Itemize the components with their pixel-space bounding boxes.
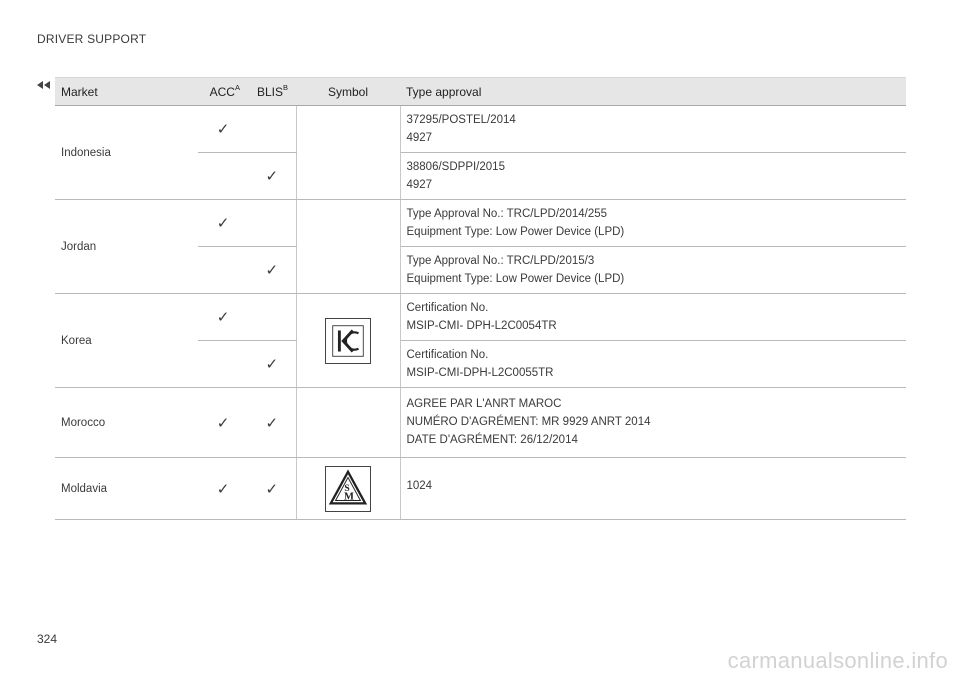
market-cell: Indonesia <box>55 106 198 200</box>
double-chevron-left-icon[interactable] <box>35 80 53 90</box>
acc-check-icon: ✓ <box>198 294 248 341</box>
blis-empty-cell <box>248 200 296 247</box>
acc-empty-cell <box>198 153 248 200</box>
symbol-cell <box>296 388 400 458</box>
acc-check-icon: ✓ <box>198 458 248 520</box>
column-header-symbol: Symbol <box>296 78 400 106</box>
watermark: carmanualsonline.info <box>727 648 948 673</box>
approval-cell: Certification No. MSIP-CMI- DPH-L2C0054TR <box>400 294 906 341</box>
table-header-row <box>55 78 906 106</box>
type-approval-table <box>55 77 906 520</box>
blis-check-icon: ✓ <box>248 458 296 520</box>
acc-check-icon: ✓ <box>198 200 248 247</box>
table-row <box>55 294 906 341</box>
column-header-type-approval: Type approval <box>400 78 906 106</box>
symbol-cell <box>296 106 400 200</box>
table-row <box>55 458 906 520</box>
market-cell: Korea <box>55 294 198 388</box>
acc-check-icon: ✓ <box>198 388 248 458</box>
acc-empty-cell <box>198 247 248 294</box>
svg-text:M: M <box>343 491 354 503</box>
blis-empty-cell <box>248 106 296 153</box>
approval-cell: 1024 <box>400 458 906 520</box>
market-cell: Morocco <box>55 388 198 458</box>
approval-cell: Certification No. MSIP-CMI-DPH-L2C0055TR <box>400 341 906 388</box>
table-row <box>55 200 906 247</box>
table-row <box>55 106 906 153</box>
approval-cell: Type Approval No.: TRC/LPD/2015/3 Equipment Type: Low Power Device (LPD) <box>400 247 906 294</box>
column-header-blis: $BLIS^B$ <box>248 78 296 106</box>
symbol-cell <box>296 458 400 520</box>
blis-check-icon: ✓ <box>248 153 296 200</box>
blis-check-icon: ✓ <box>248 247 296 294</box>
symbol-cell <box>296 294 400 388</box>
sm-mark-icon <box>325 466 371 512</box>
column-header-acc: $ACC^A$ <box>198 78 248 106</box>
market-cell: Jordan <box>55 200 198 294</box>
market-cell: Moldavia <box>55 458 198 520</box>
approval-cell: AGREE PAR L'ANRT MAROC NUMÉRO D'AGRÉMENT: MR 9929 ANRT 2014 DATE D'AGRÉMENT: 26/12/2014 <box>400 388 906 458</box>
blis-empty-cell <box>248 294 296 341</box>
blis-check-icon: ✓ <box>248 388 296 458</box>
approval-cell: 37295/POSTEL/2014 4927 <box>400 106 906 153</box>
page-number: 324 <box>37 632 58 646</box>
approval-cell: Type Approval No.: TRC/LPD/2014/255 Equipment Type: Low Power Device (LPD) <box>400 200 906 247</box>
svg-text:S: S <box>344 482 350 494</box>
kc-mark-icon <box>325 318 371 364</box>
symbol-cell <box>296 200 400 294</box>
table-row <box>55 388 906 458</box>
acc-empty-cell <box>198 341 248 388</box>
column-header-market: Market <box>55 78 198 106</box>
approval-cell: 38806/SDPPI/2015 4927 <box>400 153 906 200</box>
blis-check-icon: ✓ <box>248 341 296 388</box>
acc-check-icon: ✓ <box>198 106 248 153</box>
section-title: DRIVER SUPPORT <box>37 32 147 46</box>
